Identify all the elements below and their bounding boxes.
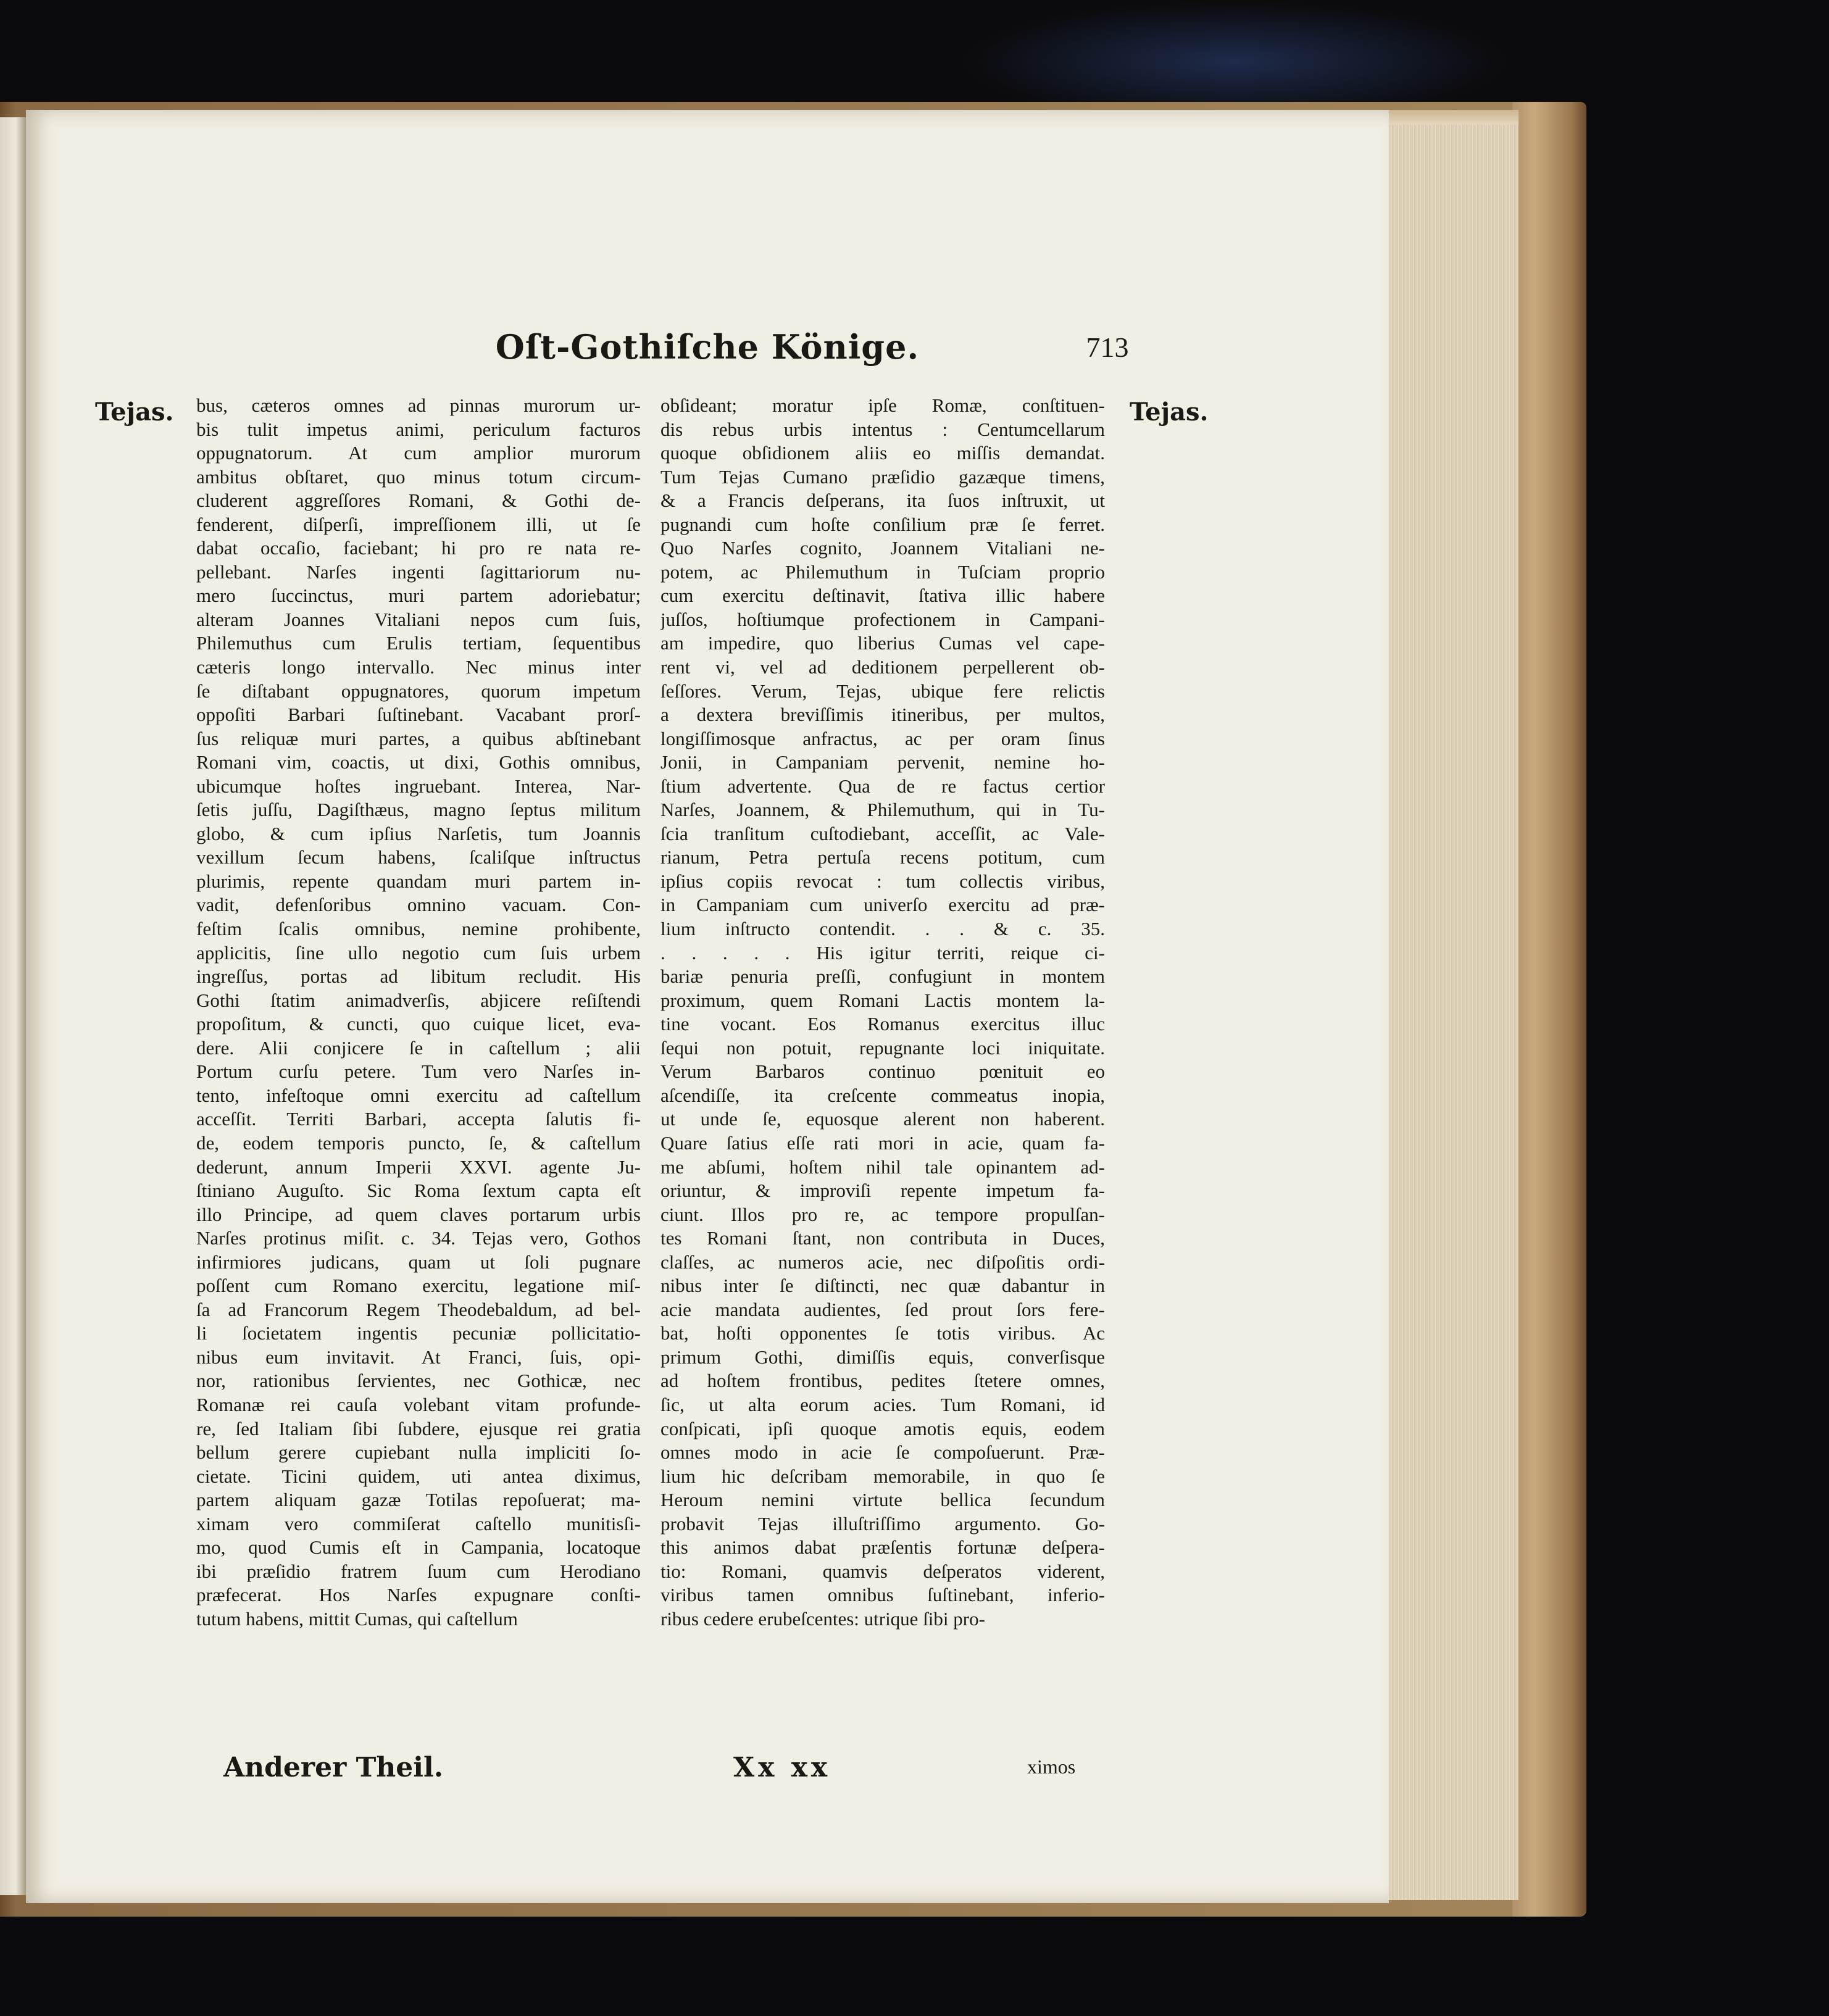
text-line: nibus inter ſe diſtincti, nec quæ dabantur in	[660, 1275, 1105, 1297]
text-line: bellum gerere cupiebant nulla impliciti ſo-	[196, 1441, 641, 1464]
text-line: Jonii, in Campaniam pervenit, nemine ho-	[660, 751, 1105, 773]
text-line: fenderent, diſperſi, impreſſionem illi, ut ſe	[196, 513, 641, 535]
text-line: ſcia tranſitum cuſtodiebant, acceſſit, ac Vale-	[660, 822, 1105, 844]
book-binding-edge	[1512, 102, 1586, 1917]
text-line: mo, quod Cumis eſt in Campania, locatoque	[196, 1536, 641, 1559]
text-line: tine vocant. Eos Romanus exercitus illuc	[660, 1013, 1105, 1035]
text-line: re, ſed Italiam ſibi ſubdere, ejusque rei gratia	[196, 1417, 641, 1439]
text-line: ſa ad Francorum Regem Theodebaldum, ad bel-	[196, 1298, 641, 1320]
text-line: juſſos, hoſtiumque profectionem in Campani-	[660, 608, 1105, 630]
text-line: & a Francis deſperans, ita ſuos inſtruxit, ut	[660, 489, 1105, 512]
text-line: ibi præſidio fratrem ſuum cum Herodiano	[196, 1560, 641, 1582]
text-line: rianum, Petra pertuſa recens potitum, cum	[660, 846, 1105, 868]
text-line: propoſitum, & cuncti, quo cuique licet, eva-	[196, 1013, 641, 1035]
text-line: ambitus obſtaret, quo minus totum circum-	[196, 465, 641, 488]
text-line: lium inſtructo contendit. . . & c. 35.	[660, 918, 1105, 940]
margin-note-left: Tejas.	[95, 398, 174, 427]
text-line: oppugnatorum. At cum amplior murorum	[196, 442, 641, 464]
margin-note-right: Tejas.	[1130, 398, 1209, 427]
text-line: ſtiniano Auguſto. Sic Roma ſextum capta eſt	[196, 1180, 641, 1202]
text-line: præfecerat. Hos Narſes expugnare conſti-	[196, 1584, 641, 1606]
text-line: ſus reliquæ muri partes, a quibus abſtinebant	[196, 727, 641, 749]
text-line: rent vi, vel ad deditionem perpellerent ob-	[660, 656, 1105, 678]
text-line: longiſſimosque anfractus, ac per oram ſinus	[660, 727, 1105, 749]
text-line: Quo Narſes cognito, Joannem Vitaliani ne-	[660, 537, 1105, 559]
text-line: vadit, defenſoribus omnino vacuam. Con-	[196, 894, 641, 916]
text-line: li ſocietatem ingentis pecuniæ pollicitatio-	[196, 1322, 641, 1344]
text-line: me abſumi, hoſtem nihil tale opinantem ad-	[660, 1156, 1105, 1178]
text-line: ciunt. Illos pro re, ac tempore propulſan-	[660, 1203, 1105, 1225]
text-line: Quare ſatius eſſe rati mori in acie, quam fa-	[660, 1131, 1105, 1154]
text-line: tutum habens, mittit Cumas, qui caſtellum	[196, 1607, 518, 1630]
text-line: oriuntur, & improviſi repente impetum fa-	[660, 1180, 1105, 1202]
text-line: dabat occaſio, faciebant; hi pro re nata re-	[196, 537, 641, 559]
text-line: conſpicati, ipſi quoque amotis equis, eodem	[660, 1417, 1105, 1439]
page-block-top	[1389, 110, 1519, 125]
text-line: bis tulit impetus animi, periculum facturos	[196, 418, 641, 440]
text-line: tento, infeſtoque omni exercitu ad caſtellum	[196, 1084, 641, 1106]
text-line: dere. Alii conjicere ſe in caſtellum ; alii	[196, 1036, 641, 1059]
footer-signature-mark: Xx xx	[733, 1752, 831, 1783]
text-line: this animos dabat præſentis fortunæ deſpera-	[660, 1536, 1105, 1559]
text-line: dederunt, annum Imperii XXVI. agente Ju-	[196, 1156, 641, 1178]
text-line: infirmiores judicans, quam ut ſoli pugnare	[196, 1251, 641, 1273]
text-line: Tum Tejas Cumano præſidio gazæque timens,	[660, 465, 1105, 488]
text-line: acie mandata audientes, ſed prout ſors fere-	[660, 1298, 1105, 1320]
text-column-right	[660, 394, 1105, 1631]
text-line: applicitis, ſine ullo negotio cum ſuis urbem	[196, 941, 641, 964]
running-head: Oſt-Gothiſche Könige.	[495, 327, 920, 367]
text-line: illo Principe, ad quem claves portarum urbis	[196, 1203, 641, 1225]
text-line: probavit Tejas illuſtriſſimo argumento. Go-	[660, 1512, 1105, 1535]
text-line: primum Gothi, dimiſſis equis, converſisque	[660, 1346, 1105, 1368]
text-line: pellebant. Narſes ingenti ſagittariorum nu-	[196, 560, 641, 583]
text-line: nor, rationibus ſervientes, nec Gothicæ, nec	[196, 1370, 641, 1392]
text-line: pugnandi cum hoſte conſilium præ ſe ferret.	[660, 513, 1105, 535]
text-line: de, eodem temporis puncto, ſe, & caſtellum	[196, 1131, 641, 1154]
text-line: claſſes, ac numeros acie, nec diſpoſitis ordi-	[660, 1251, 1105, 1273]
page-number: 713	[1086, 331, 1129, 363]
text-line: ſequi non potuit, repugnante loci iniquitate.	[660, 1036, 1105, 1059]
text-line: nibus eum invitavit. At Franci, ſuis, opi-	[196, 1346, 641, 1368]
text-line: partem aliquam gazæ Totilas repoſuerat; ma-	[196, 1489, 641, 1511]
text-line: ſtium advertente. Qua de re factus certior	[660, 775, 1105, 797]
footer-catchword: ximos	[1027, 1756, 1076, 1778]
text-line: oppoſiti Barbari ſuſtinebant. Vacabant prorſ-	[196, 704, 641, 726]
text-line: potem, ac Philemuthum in Tuſciam proprio	[660, 560, 1105, 583]
text-line: quoque obſidionem aliis eo miſſis demandat.	[660, 442, 1105, 464]
text-line: acceſſit. Territi Barbari, accepta ſalutis fi-	[196, 1108, 641, 1130]
text-line: ut unde ſe, equosque alerent non haberent.	[660, 1108, 1105, 1130]
text-line: ſe diſtabant oppugnatores, quorum impetum	[196, 680, 641, 702]
text-line: tio: Romani, quamvis deſperatos viderent,	[660, 1560, 1105, 1582]
text-line: Narſes, Joannem, & Philemuthum, qui in Tu-	[660, 799, 1105, 821]
text-line: poſſent cum Romano exercitu, legatione miſ-	[196, 1275, 641, 1297]
text-line: tes Romani ſtant, non contributa in Duces,	[660, 1227, 1105, 1249]
text-line: am impedire, quo liberius Cumas vel cape-	[660, 632, 1105, 654]
page-block-edge	[1389, 110, 1519, 1900]
text-line: cæteris longo intervallo. Nec minus inter	[196, 656, 641, 678]
text-line: ipſius copiis revocat : tum collectis viribus,	[660, 870, 1105, 892]
text-line: alteram Joannes Vitaliani nepos cum ſuis,	[196, 608, 641, 630]
text-line: bus, cæteros omnes ad pinnas murorum ur-	[196, 394, 641, 416]
text-line: omnes modo in acie ſe compoſuerunt. Præ-	[660, 1441, 1105, 1464]
text-line: Verum Barbaros continuo pœnituit eo	[660, 1060, 1105, 1083]
text-line: . . . . . His igitur territi, reique ci-	[660, 941, 1105, 964]
text-line: cietate. Ticini quidem, uti antea diximus,	[196, 1465, 641, 1487]
text-line: ſic, ut alta eorum acies. Tum Romani, id	[660, 1393, 1105, 1415]
text-line: ximam vero commiſerat caſtello munitisſi-	[196, 1512, 641, 1535]
text-line: ubicumque hoſtes ingruebant. Interea, Nar-	[196, 775, 641, 797]
text-line: Gothi ſtatim animadverſis, abjicere reſiſtendi	[196, 989, 641, 1011]
text-line: globo, & cum ipſius Narſetis, tum Joannis	[196, 822, 641, 844]
text-line: bat, hoſti opponentes ſe totis viribus. Ac	[660, 1322, 1105, 1344]
footer-signature: Anderer Theil.	[223, 1752, 444, 1783]
text-line: ſeſſores. Verum, Tejas, ubique fere relictis	[660, 680, 1105, 702]
text-line: obſideant; moratur ipſe Romæ, conſtituen-	[660, 394, 1105, 416]
text-line: plurimis, repente quandam muri partem in-	[196, 870, 641, 892]
text-line: a dextera breviſſimis itineribus, per multos,	[660, 704, 1105, 726]
text-line: ribus cedere erubeſcentes: utrique ſibi pro-	[660, 1607, 985, 1630]
text-line: in Campaniam cum univerſo exercitu ad præ-	[660, 894, 1105, 916]
text-line: cluderent aggreſſores Romani, & Gothi de-	[196, 489, 641, 512]
text-column-left	[196, 394, 641, 1631]
text-line: ingreſſus, portas ad libitum recludit. His	[196, 965, 641, 988]
text-line: cum exercitu deſtinavit, ſtativa illic habere	[660, 585, 1105, 607]
text-line: Narſes protinus miſit. c. 34. Tejas vero, Gothos	[196, 1227, 641, 1249]
text-line: feſtim ſcalis omnibus, nemine prohibente,	[196, 918, 641, 940]
text-line: Romanæ rei cauſa volebant vitam profunde-	[196, 1393, 641, 1415]
text-line: Portum curſu petere. Tum vero Narſes in-	[196, 1060, 641, 1083]
text-line: aſcendiſſe, ita creſcente commeatus inopia,	[660, 1084, 1105, 1106]
text-line: ſetis juſſu, Dagiſthæus, magno ſeptus militum	[196, 799, 641, 821]
text-line: Heroum nemini virtute bellica ſecundum	[660, 1489, 1105, 1511]
text-line: Philemuthus cum Erulis tertiam, ſequentibus	[196, 632, 641, 654]
text-line: mero ſuccinctus, muri partem adoriebatur;	[196, 585, 641, 607]
facing-page-edge	[0, 117, 26, 1895]
text-line: lium hic deſcribam memorabile, in quo ſe	[660, 1465, 1105, 1487]
text-line: bariæ penuria preſſi, confugiunt in montem	[660, 965, 1105, 988]
text-line: Romani vim, coactis, ut dixi, Gothis omnibus,	[196, 751, 641, 773]
book-page	[26, 110, 1389, 1903]
text-line: dis rebus urbis intentus : Centumcellarum	[660, 418, 1105, 440]
text-line: viribus tamen omnibus ſuſtinebant, inferio-	[660, 1584, 1105, 1606]
text-line: proximum, quem Romani Lactis montem la-	[660, 989, 1105, 1011]
text-line: vexillum ſecum habens, ſcaliſque inſtructus	[196, 846, 641, 868]
text-line: ad hoſtem frontibus, pedites ſtetere omnes,	[660, 1370, 1105, 1392]
